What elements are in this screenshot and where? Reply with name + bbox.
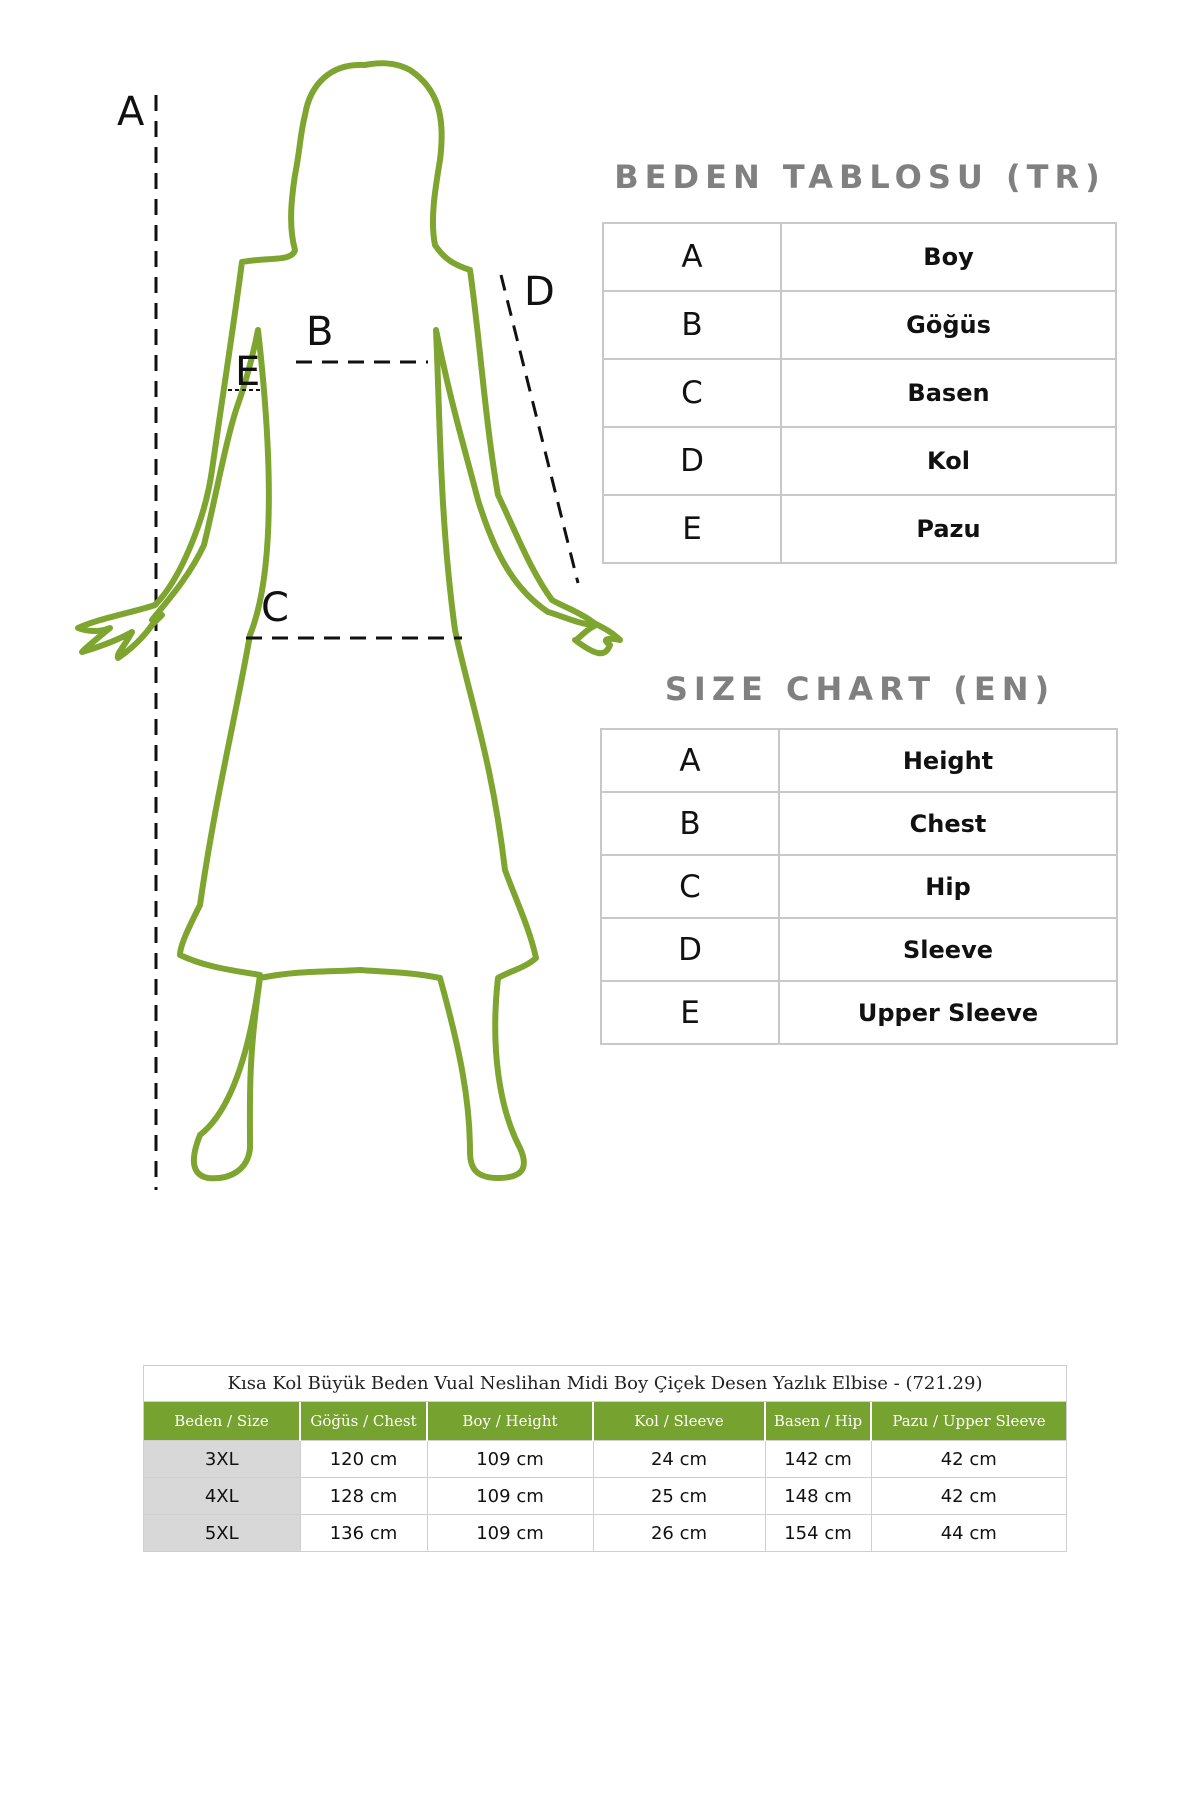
row-code: D	[603, 427, 781, 495]
column-header: Beden / Size	[144, 1402, 300, 1441]
label-e: E	[235, 349, 261, 395]
table-cell: 109 cm	[427, 1441, 593, 1478]
table-cell: 42 cm	[871, 1441, 1066, 1478]
table-row	[144, 1515, 1066, 1552]
row-code: C	[601, 855, 779, 918]
table-cell: 120 cm	[300, 1441, 427, 1478]
table-cell: 109 cm	[427, 1478, 593, 1515]
row-meaning: Boy	[781, 223, 1116, 291]
table-row	[601, 729, 1117, 792]
table-cell: 24 cm	[593, 1441, 765, 1478]
column-header: Pazu / Upper Sleeve	[871, 1402, 1066, 1441]
table-cell: 142 cm	[765, 1441, 871, 1478]
label-a: A	[117, 89, 145, 135]
size-table-grid	[144, 1402, 1066, 1551]
row-meaning: Chest	[779, 792, 1117, 855]
row-meaning: Göğüs	[781, 291, 1116, 359]
column-header: Boy / Height	[427, 1402, 593, 1441]
body-measurement-diagram	[0, 0, 640, 1220]
table-cell: 109 cm	[427, 1515, 593, 1552]
row-meaning: Hip	[779, 855, 1117, 918]
row-meaning: Upper Sleeve	[779, 981, 1117, 1044]
table-cell: 25 cm	[593, 1478, 765, 1515]
row-code: C	[603, 359, 781, 427]
table-row	[601, 918, 1117, 981]
table-cell: 42 cm	[871, 1478, 1066, 1515]
table-row	[601, 981, 1117, 1044]
table-row	[603, 291, 1116, 359]
row-code: D	[601, 918, 779, 981]
label-c: C	[261, 585, 289, 631]
table-header-row	[144, 1402, 1066, 1441]
silhouette-outline	[78, 63, 620, 1178]
table-cell: 154 cm	[765, 1515, 871, 1552]
row-meaning: Sleeve	[779, 918, 1117, 981]
measure-line-d	[501, 275, 578, 583]
column-header: Basen / Hip	[765, 1402, 871, 1441]
table-cell: 26 cm	[593, 1515, 765, 1552]
table-row	[144, 1478, 1066, 1515]
column-header: Göğüs / Chest	[300, 1402, 427, 1441]
row-code: A	[603, 223, 781, 291]
table-cell: 148 cm	[765, 1478, 871, 1515]
table-row	[144, 1441, 1066, 1478]
table-row	[603, 495, 1116, 563]
row-meaning: Pazu	[781, 495, 1116, 563]
size-table-title: Kısa Kol Büyük Beden Vual Neslihan Midi Boy Çiçek Desen Yazlık Elbise - (721.29)	[144, 1366, 1066, 1402]
table-row	[603, 427, 1116, 495]
table-cell: 128 cm	[300, 1478, 427, 1515]
table-row	[601, 792, 1117, 855]
column-header: Kol / Sleeve	[593, 1402, 765, 1441]
size-cell: 3XL	[144, 1441, 300, 1478]
size-cell: 5XL	[144, 1515, 300, 1552]
table-cell: 44 cm	[871, 1515, 1066, 1552]
table-row	[603, 223, 1116, 291]
size-cell: 4XL	[144, 1478, 300, 1515]
table-cell: 136 cm	[300, 1515, 427, 1552]
size-measurement-table	[143, 1365, 1067, 1552]
table-row	[603, 359, 1116, 427]
en-chart-title: SIZE CHART (EN)	[664, 670, 1056, 708]
en-key-table	[600, 728, 1118, 1045]
row-meaning: Kol	[781, 427, 1116, 495]
table-row	[601, 855, 1117, 918]
row-code: B	[601, 792, 779, 855]
body-silhouette	[0, 0, 640, 1220]
label-d: D	[524, 269, 555, 315]
row-code: E	[603, 495, 781, 563]
tr-chart-title: BEDEN TABLOSU (TR)	[614, 158, 1106, 196]
row-code: B	[603, 291, 781, 359]
label-b: B	[306, 309, 334, 355]
row-code: E	[601, 981, 779, 1044]
tr-key-table	[602, 222, 1117, 564]
row-code: A	[601, 729, 779, 792]
row-meaning: Height	[779, 729, 1117, 792]
row-meaning: Basen	[781, 359, 1116, 427]
